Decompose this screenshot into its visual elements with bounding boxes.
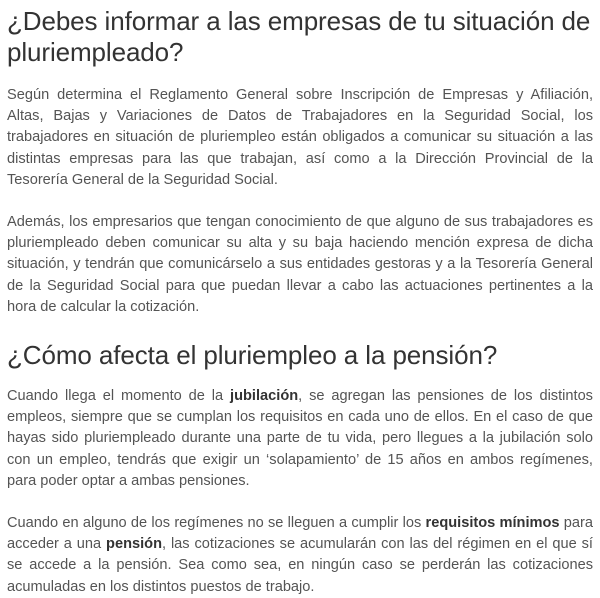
text-span: para acceder a una xyxy=(7,515,593,553)
bold-jubilacion: jubilación xyxy=(230,388,299,405)
paragraph-empresarios: Además, los empresarios que tengan conocimiento de que alguno de sus trabajadores es pluriempleado deben comunicar su alta y su baja haciendo mención expresa de dicha situación, y tendrán que comunicárselo a sus entidades gestoras y a la Tesorería General de la Seguridad Social para que puedan llevar a cabo las actuaciones pertinentes a la hora de calcular la cotización. xyxy=(7,214,593,315)
paragraph-jubilacion xyxy=(7,386,593,492)
paragraph-reglamento: Según determina el Reglamento General sobre Inscripción de Empresas y Afiliación, Altas, Bajas y Variaciones de Datos de Trabajadores en la Seguridad Social, los trabajadores en situación de pluriempleo están obligados a comunicar su situación a las distintas empresas para las que trabajan, así como a la Dirección Provincial de la Tesorería General de la Seguridad Social. xyxy=(7,87,593,188)
section-heading-informar: ¿Debes informar a las empresas de tu situación de pluriempleado? xyxy=(7,6,591,67)
bold-requisitos-minimos: requisitos mínimos xyxy=(425,515,560,532)
text-span: Cuando llega el momento de la xyxy=(7,388,231,405)
paragraph-requisitos xyxy=(7,513,593,598)
text-span: Cuando en alguno de los regímenes no se lleguen a cumplir los xyxy=(7,515,426,532)
section-heading-pension: ¿Cómo afecta el pluriempleo a la pensión? xyxy=(7,340,498,371)
text-span: , las cotizaciones se acumularán con las del régimen en el que sí se accede a la pensión. Sea como sea, en ningún caso se perderán las cotizaciones acumuladas en los distintos puestos de trabajo. xyxy=(7,536,593,595)
bold-pension: pensión xyxy=(106,536,162,553)
text-span: , se agregan las pensiones de los distintos empleos, siempre que se cumplan los requisitos en cada uno de ellos. En el caso de que hayas sido pluriempleado durante una parte de tu vida, pero llegues a la jubilación solo con un empleo, tendrás que exigir un ‘solapamiento’ de 15 años en ambos regímenes, para poder optar a ambas pensiones. xyxy=(7,388,593,489)
